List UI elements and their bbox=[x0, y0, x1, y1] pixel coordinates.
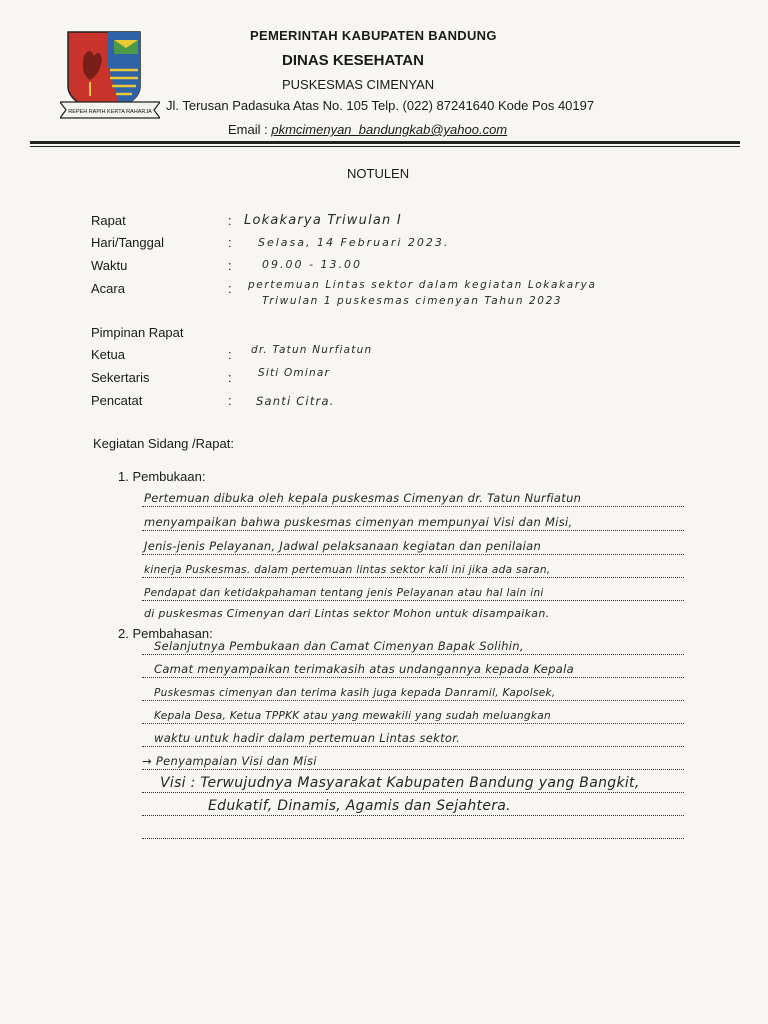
pembukaan-text: Pertemuan dibuka oleh kepala puskesmas Cimenyan dr. Tatun Nurfiatun bbox=[144, 491, 582, 505]
pembahasan-line bbox=[142, 776, 684, 793]
hari-colon: : bbox=[228, 235, 232, 250]
pembukaan-text: kinerja Puskesmas. dalam pertemuan lintas sektor kali ini jika ada saran, bbox=[144, 564, 551, 576]
hari-value: Selasa, 14 Februari 2023. bbox=[258, 236, 450, 249]
pembahasan-text: Edukatif, Dinamis, Agamis dan Sejahtera. bbox=[208, 798, 511, 814]
pembukaan-text: Pendapat dan ketidakpahaman tentang jenis Pelayanan atau hal lain ini bbox=[144, 587, 544, 599]
kegiatan-title: Kegiatan Sidang /Rapat: bbox=[93, 436, 234, 451]
pembahasan-line bbox=[142, 638, 684, 655]
pembahasan-line bbox=[142, 684, 684, 701]
pembahasan-line bbox=[142, 822, 684, 839]
pembahasan-text: Puskesmas cimenyan dan terima kasih juga kepada Danramil, Kapolsek, bbox=[154, 687, 556, 699]
email-label: Email : bbox=[228, 122, 272, 137]
acara-colon: : bbox=[228, 281, 232, 296]
pembukaan-line bbox=[142, 490, 684, 507]
pencatat-label: Pencatat bbox=[91, 393, 143, 408]
letterhead-rule-thick bbox=[30, 141, 740, 144]
pembahasan-text: Camat menyampaikan terimakasih atas undangannya kepada Kepala bbox=[154, 662, 574, 676]
acara-value-line1: pertemuan Lintas sektor dalam kegiatan Lokakarya bbox=[248, 279, 597, 291]
pembahasan-line bbox=[142, 661, 684, 678]
regency-emblem-icon bbox=[60, 26, 160, 120]
pembahasan-text: Kepala Desa, Ketua TPPKK atau yang mewakili yang sudah meluangkan bbox=[154, 710, 551, 722]
pembukaan-text: menyampaikan bahwa puskesmas cimenyan mempunyai Visi dan Misi, bbox=[144, 515, 573, 529]
pembukaan-line bbox=[142, 605, 684, 621]
pembahasan-text: Visi : Terwujudnya Masyarakat Kabupaten Bandung yang Bangkit, bbox=[160, 775, 640, 791]
email-link[interactable]: pkmcimenyan_bandungkab@yahoo.com bbox=[271, 122, 508, 137]
waktu-label: Waktu bbox=[91, 258, 128, 273]
sekertaris-colon: : bbox=[228, 370, 232, 385]
letterhead-address: Jl. Terusan Padasuka Atas No. 105 Telp. (022) 87241640 Kode Pos 40197 bbox=[166, 98, 595, 113]
acara-value-line2: Triwulan 1 puskesmas cimenyan Tahun 2023 bbox=[262, 295, 563, 307]
ketua-value: dr. Tatun Nurfiatun bbox=[251, 344, 373, 356]
letterhead-office: PUSKESMAS CIMENYAN bbox=[282, 77, 435, 92]
pembahasan-text: waktu untuk hadir dalam pertemuan Lintas sektor. bbox=[154, 731, 461, 745]
rapat-label: Rapat bbox=[91, 213, 126, 228]
acara-label: Acara bbox=[91, 281, 125, 296]
letterhead-email bbox=[228, 122, 507, 137]
document-title: NOTULEN bbox=[347, 166, 410, 181]
waktu-colon: : bbox=[228, 258, 232, 273]
pembahasan-line bbox=[142, 753, 684, 770]
pembukaan-line bbox=[142, 514, 684, 531]
pembahasan-line bbox=[142, 707, 684, 724]
pembukaan-text: Jenis-jenis Pelayanan, Jadwal pelaksanaan kegiatan dan penilaian bbox=[144, 539, 542, 553]
pembukaan-text: di puskesmas Cimenyan dari Lintas sektor Mohon untuk disampaikan. bbox=[144, 607, 550, 620]
pembukaan-line bbox=[142, 561, 684, 578]
pembukaan-line bbox=[142, 584, 684, 601]
rapat-colon: : bbox=[228, 213, 232, 228]
pembahasan-text: Selanjutnya Pembukaan dan Camat Cimenyan Bapak Solihin, bbox=[154, 639, 524, 653]
pembahasan-line bbox=[142, 730, 684, 747]
ketua-label: Ketua bbox=[91, 347, 125, 362]
sekertaris-label: Sekertaris bbox=[91, 370, 150, 385]
pembukaan-line bbox=[142, 538, 684, 555]
ketua-colon: : bbox=[228, 347, 232, 362]
pembukaan-title: 1. Pembukaan: bbox=[118, 469, 206, 484]
letterhead-government: PEMERINTAH KABUPATEN BANDUNG bbox=[250, 28, 497, 43]
sekertaris-value: Siti Ominar bbox=[258, 367, 330, 379]
waktu-value: 09.00 - 13.00 bbox=[262, 258, 362, 271]
pencatat-value: Santi Citra. bbox=[256, 394, 335, 408]
pembahasan-text: → Penyampaian Visi dan Misi bbox=[142, 754, 317, 768]
rapat-value: Lokakarya Triwulan I bbox=[244, 213, 402, 228]
hari-label: Hari/Tanggal bbox=[91, 235, 164, 250]
pembahasan-title: 2. Pembahasan: bbox=[118, 626, 213, 641]
pimpinan-label: Pimpinan Rapat bbox=[91, 325, 184, 340]
pembahasan-line bbox=[142, 799, 684, 816]
letterhead-rule-thin bbox=[30, 146, 740, 147]
pencatat-colon: : bbox=[228, 393, 232, 408]
logo-motto: REPEH RAPIH KERTA RAHARJA bbox=[68, 109, 152, 115]
letterhead-agency: DINAS KESEHATAN bbox=[282, 52, 424, 69]
